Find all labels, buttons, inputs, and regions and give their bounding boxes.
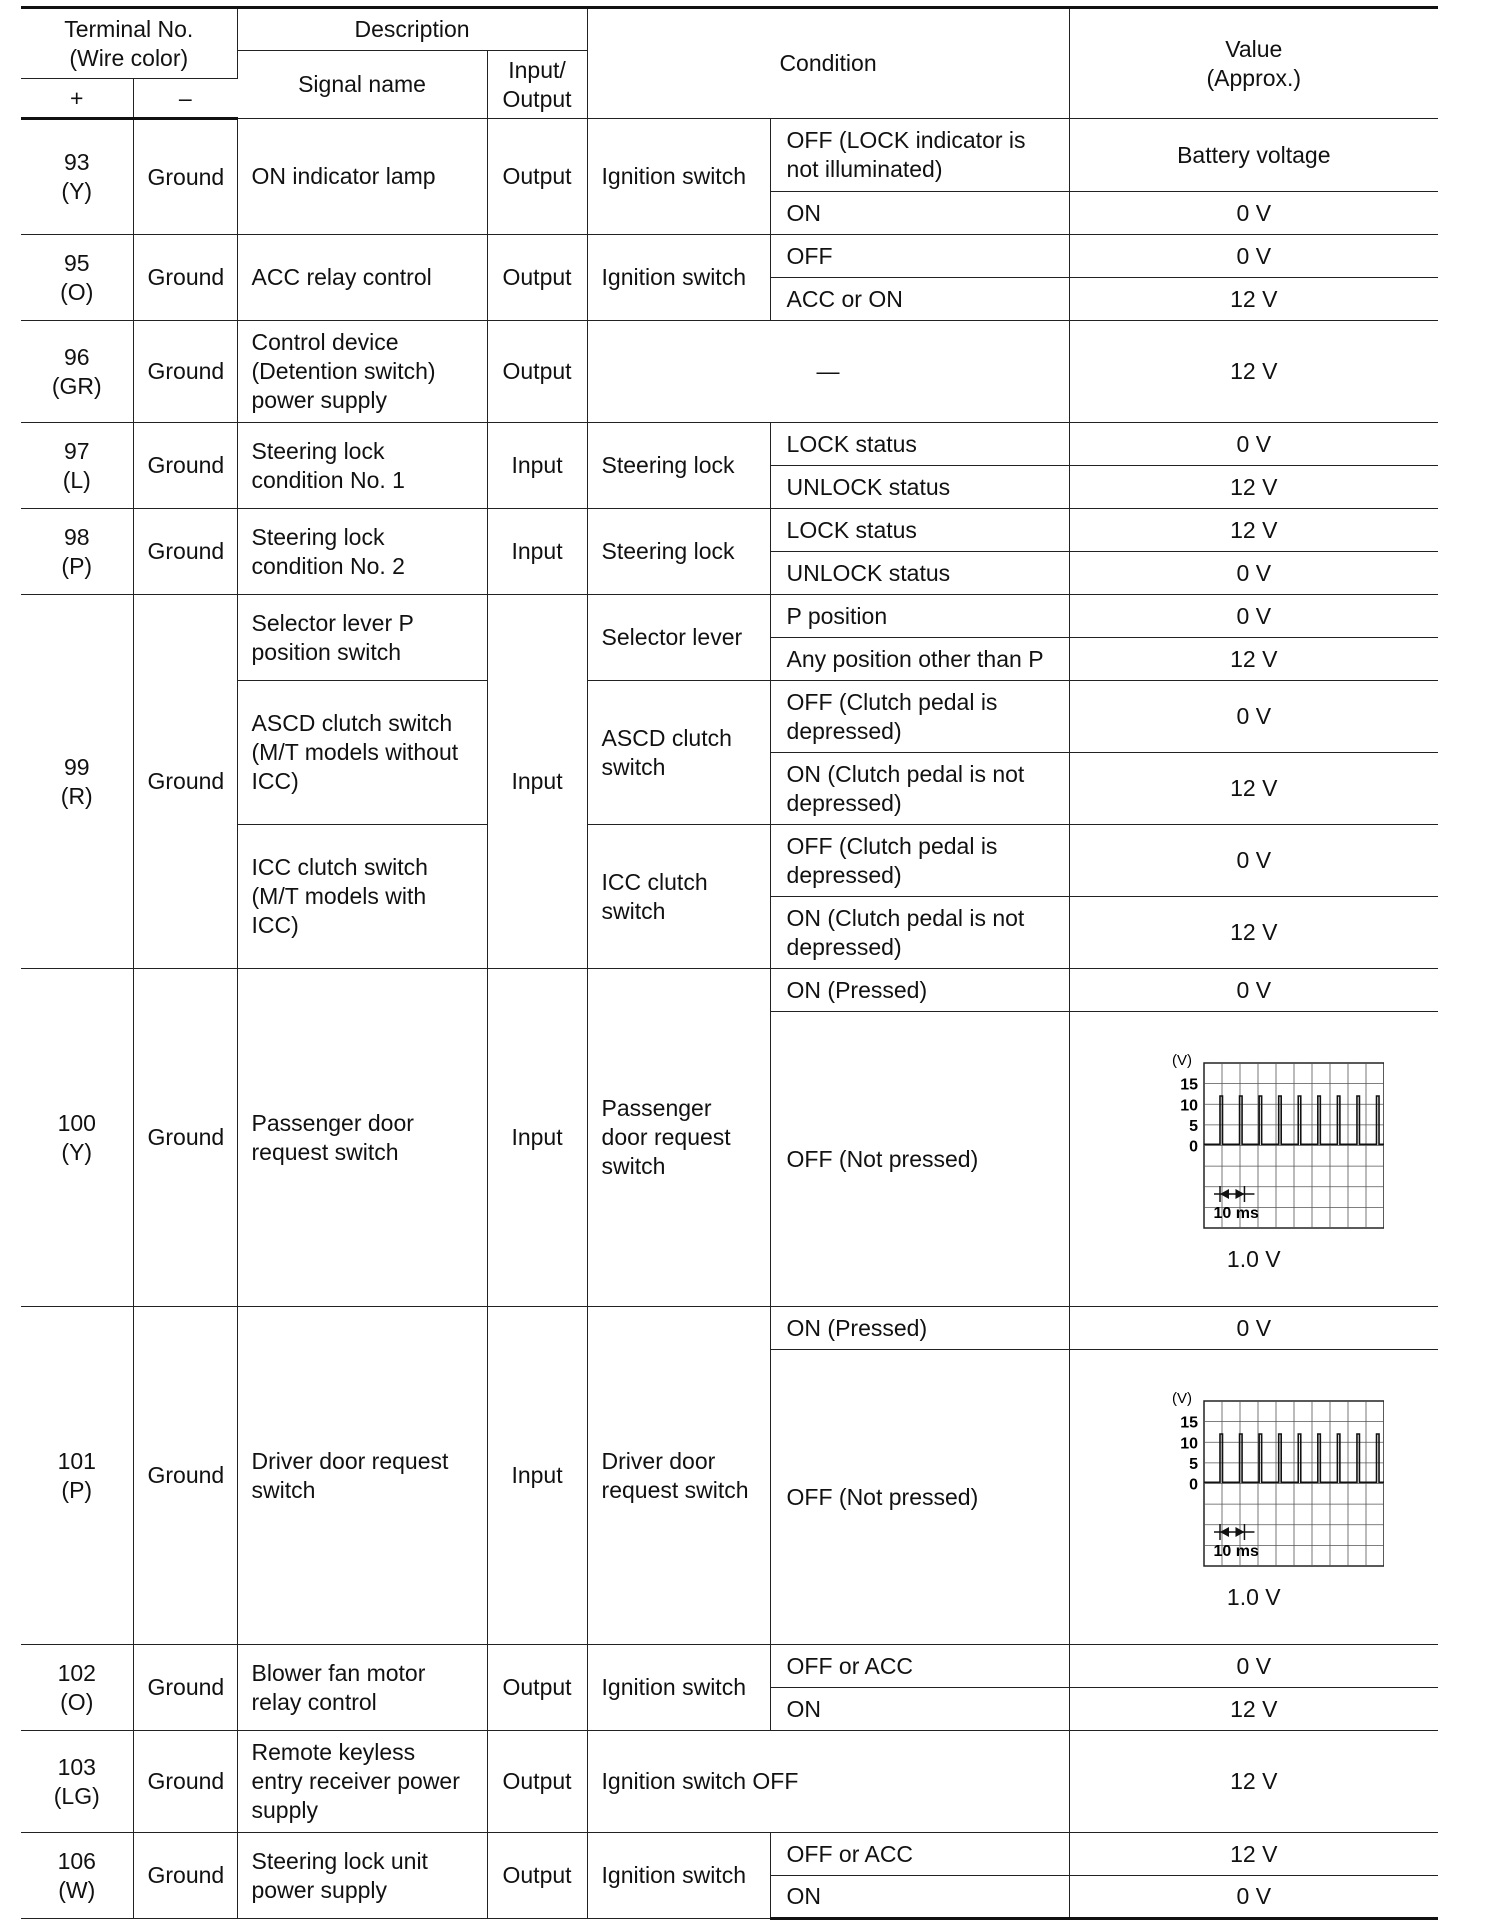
value: 0 V	[1069, 681, 1438, 753]
header-value-label: Value	[1225, 35, 1283, 62]
condition-detail: ON	[770, 1876, 1069, 1919]
table-row	[21, 1731, 1438, 1833]
terminal-cell	[21, 1833, 133, 1919]
minus-terminal: Ground	[133, 423, 237, 509]
value: 0 V	[1069, 552, 1438, 595]
io-type: Output	[487, 1731, 587, 1833]
signal-name: Driver door request switch	[237, 1307, 487, 1645]
header-signal-name: Signal name	[237, 51, 487, 119]
condition-detail: ON	[770, 1688, 1069, 1731]
minus-terminal: Ground	[133, 1731, 237, 1833]
condition-detail: LOCK status	[770, 423, 1069, 466]
time-scale-arrowhead	[1220, 1189, 1229, 1199]
condition-main: Ignition switch	[587, 235, 770, 321]
waveform-cell	[1069, 1012, 1438, 1307]
table-row	[21, 321, 1438, 423]
condition-detail: LOCK status	[770, 509, 1069, 552]
value: 12 V	[1069, 1731, 1438, 1833]
waveform-y-tick: 15	[1179, 1414, 1198, 1432]
terminal-number: 97	[63, 437, 90, 464]
header-io-line1: Input/	[508, 56, 566, 83]
terminal-cell	[21, 1307, 133, 1645]
minus-terminal: Ground	[133, 509, 237, 595]
io-type: Input	[487, 509, 587, 595]
condition-detail: UNLOCK status	[770, 552, 1069, 595]
value: 1.0 V	[1226, 1583, 1281, 1610]
wire-color: (O)	[60, 278, 94, 305]
wire-color: (Y)	[61, 178, 93, 204]
condition-detail: Any position other than P	[770, 638, 1069, 681]
condition-main: Steering lock	[587, 509, 770, 595]
condition-main: ASCD clutch switch	[587, 681, 770, 825]
terminal-number: 102	[57, 1659, 96, 1686]
value: 12 V	[1069, 1688, 1438, 1731]
condition-detail: ON (Pressed)	[770, 1307, 1069, 1350]
terminal-cell	[21, 1731, 133, 1833]
header-wire-color-label: (Wire color)	[69, 44, 189, 71]
value: 12 V	[1069, 278, 1438, 321]
signal-name: Blower fan motor relay control	[237, 1645, 487, 1731]
minus-terminal: Ground	[133, 969, 237, 1307]
header-terminal-label: Terminal No.	[64, 15, 194, 42]
terminal-number: 106	[57, 1847, 96, 1874]
terminal-cell	[21, 235, 133, 321]
signal-name: Passenger door request switch	[237, 969, 487, 1307]
value: 12 V	[1069, 321, 1438, 423]
minus-terminal: Ground	[133, 595, 237, 969]
condition-main: Passenger door request switch	[587, 969, 770, 1307]
condition-main: Ignition switch	[587, 1833, 770, 1919]
waveform-unit-label: (V)	[1171, 1051, 1192, 1069]
io-type: Input	[487, 423, 587, 509]
condition-main: —	[587, 321, 1069, 423]
waveform-y-tick: 0	[1188, 1476, 1198, 1493]
io-type: Output	[487, 321, 587, 423]
terminal-number: 103	[57, 1753, 96, 1780]
condition-main: Ignition switch OFF	[587, 1731, 1069, 1833]
waveform-y-tick: 10	[1179, 1434, 1198, 1452]
value: 0 V	[1069, 825, 1438, 897]
time-scale-label: 10 ms	[1213, 1204, 1259, 1222]
waveform-unit-label: (V)	[1171, 1389, 1192, 1407]
value: 0 V	[1069, 595, 1438, 638]
condition-detail: ON (Pressed)	[770, 969, 1069, 1012]
waveform-y-tick: 0	[1188, 1138, 1198, 1155]
io-type: Output	[487, 1833, 587, 1919]
terminal-number: 101	[57, 1447, 96, 1474]
condition-detail: OFF (Not pressed)	[770, 1350, 1069, 1645]
condition-detail: OFF (Not pressed)	[770, 1012, 1069, 1307]
table-row	[21, 595, 1438, 638]
terminal-number: 98	[63, 523, 90, 550]
waveform-y-tick: 5	[1188, 1117, 1198, 1135]
table-row	[21, 423, 1438, 466]
terminal-cell	[21, 119, 133, 235]
header-input-output	[487, 51, 587, 119]
condition-detail: OFF or ACC	[770, 1645, 1069, 1688]
header-minus: –	[133, 79, 237, 119]
wire-color: (LG)	[53, 1782, 100, 1809]
terminal-cell	[21, 423, 133, 509]
table-row	[21, 509, 1438, 552]
signal-name: ASCD clutch switch (M/T models without ICC)	[237, 681, 487, 825]
table-row	[21, 1307, 1438, 1350]
condition-main: Driver door request switch	[587, 1307, 770, 1645]
time-scale-arrowhead	[1220, 1527, 1229, 1537]
terminal-cell	[21, 595, 133, 969]
table-row	[21, 969, 1438, 1012]
condition-detail: OFF or ACC	[770, 1833, 1069, 1876]
header-io-line2: Output	[502, 85, 572, 112]
waveform-y-tick: 15	[1179, 1076, 1198, 1094]
waveform-y-tick: 10	[1179, 1096, 1198, 1114]
terminal-number: 99	[63, 753, 90, 780]
io-type: Input	[487, 969, 587, 1307]
terminal-cell	[21, 509, 133, 595]
value: 12 V	[1069, 466, 1438, 509]
value: 0 V	[1069, 192, 1438, 235]
header-approx-label: (Approx.)	[1206, 64, 1302, 91]
wire-color: (Y)	[61, 1138, 93, 1165]
wire-color: (P)	[61, 552, 93, 579]
header-description: Description	[237, 8, 587, 51]
time-scale-label: 10 ms	[1213, 1542, 1259, 1560]
value: 12 V	[1069, 1833, 1438, 1876]
signal-name: Remote keyless entry receiver power supply	[237, 1731, 487, 1833]
condition-detail: ON (Clutch pedal is not depressed)	[770, 753, 1069, 825]
wire-color: (P)	[61, 1476, 93, 1503]
condition-detail: ON (Clutch pedal is not depressed)	[770, 897, 1069, 969]
value: 0 V	[1069, 235, 1438, 278]
signal-name: ON indicator lamp	[237, 119, 487, 235]
condition-detail: UNLOCK status	[770, 466, 1069, 509]
io-type: Input	[487, 595, 587, 969]
signal-name: Steering lock condition No. 2	[237, 509, 487, 595]
minus-terminal: Ground	[133, 1645, 237, 1731]
value: 1.0 V	[1226, 1245, 1281, 1272]
condition-main: Steering lock	[587, 423, 770, 509]
terminal-cell	[21, 321, 133, 423]
io-type: Input	[487, 1307, 587, 1645]
table-row	[21, 1645, 1438, 1688]
terminal-cell	[21, 1645, 133, 1731]
io-type: Output	[487, 1645, 587, 1731]
terminal-spec-sheet	[21, 6, 1438, 1920]
condition-detail: OFF (LOCK indicator is not illuminated)	[770, 119, 1069, 192]
table-row	[21, 235, 1438, 278]
terminal-number: 100	[57, 1109, 96, 1136]
waveform-cell	[1069, 1350, 1438, 1645]
wire-color: (GR)	[51, 372, 102, 399]
table-row	[21, 1833, 1438, 1876]
terminal-number: 95	[63, 249, 90, 276]
condition-detail: ACC or ON	[770, 278, 1069, 321]
minus-terminal: Ground	[133, 235, 237, 321]
terminal-table	[21, 6, 1438, 1920]
condition-main: Ignition switch	[587, 119, 770, 235]
condition-detail: ON	[770, 192, 1069, 235]
condition-main: ICC clutch switch	[587, 825, 770, 969]
value: Battery voltage	[1069, 119, 1438, 192]
value: 12 V	[1069, 753, 1438, 825]
signal-name: Steering lock condition No. 1	[237, 423, 487, 509]
header-condition: Condition	[587, 8, 1069, 119]
condition-main: Ignition switch	[587, 1645, 770, 1731]
minus-terminal: Ground	[133, 321, 237, 423]
wire-color: (O)	[60, 1688, 94, 1715]
waveform-graph	[1124, 1379, 1384, 1569]
value: 0 V	[1069, 1876, 1438, 1919]
io-type: Output	[487, 119, 587, 235]
minus-terminal: Ground	[133, 119, 237, 235]
value: 0 V	[1069, 1307, 1438, 1350]
table-row	[21, 119, 1438, 192]
io-type: Output	[487, 235, 587, 321]
terminal-number: 93	[63, 149, 90, 175]
wire-color: (R)	[60, 782, 93, 809]
header-terminal-no	[21, 8, 237, 79]
wire-color: (L)	[62, 466, 91, 493]
signal-name: ACC relay control	[237, 235, 487, 321]
signal-name: Selector lever P position switch	[237, 595, 487, 681]
signal-name: ICC clutch switch (M/T models with ICC)	[237, 825, 487, 969]
value: 0 V	[1069, 1645, 1438, 1688]
value: 0 V	[1069, 423, 1438, 466]
condition-detail: OFF (Clutch pedal is depressed)	[770, 681, 1069, 753]
condition-detail: P position	[770, 595, 1069, 638]
header-plus: +	[21, 79, 133, 119]
signal-name: Steering lock unit power supply	[237, 1833, 487, 1919]
wire-color: (W)	[58, 1876, 96, 1903]
condition-detail: OFF	[770, 235, 1069, 278]
waveform-y-tick: 5	[1188, 1455, 1198, 1473]
minus-terminal: Ground	[133, 1307, 237, 1645]
condition-detail: OFF (Clutch pedal is depressed)	[770, 825, 1069, 897]
condition-main: Selector lever	[587, 595, 770, 681]
signal-name: Control device (Detention switch) power supply	[237, 321, 487, 423]
value: 12 V	[1069, 638, 1438, 681]
header-value	[1069, 8, 1438, 119]
terminal-cell	[21, 969, 133, 1307]
value: 12 V	[1069, 509, 1438, 552]
terminal-number: 96	[63, 343, 90, 370]
waveform-graph	[1124, 1041, 1384, 1231]
value: 0 V	[1069, 969, 1438, 1012]
minus-terminal: Ground	[133, 1833, 237, 1919]
value: 12 V	[1069, 897, 1438, 969]
